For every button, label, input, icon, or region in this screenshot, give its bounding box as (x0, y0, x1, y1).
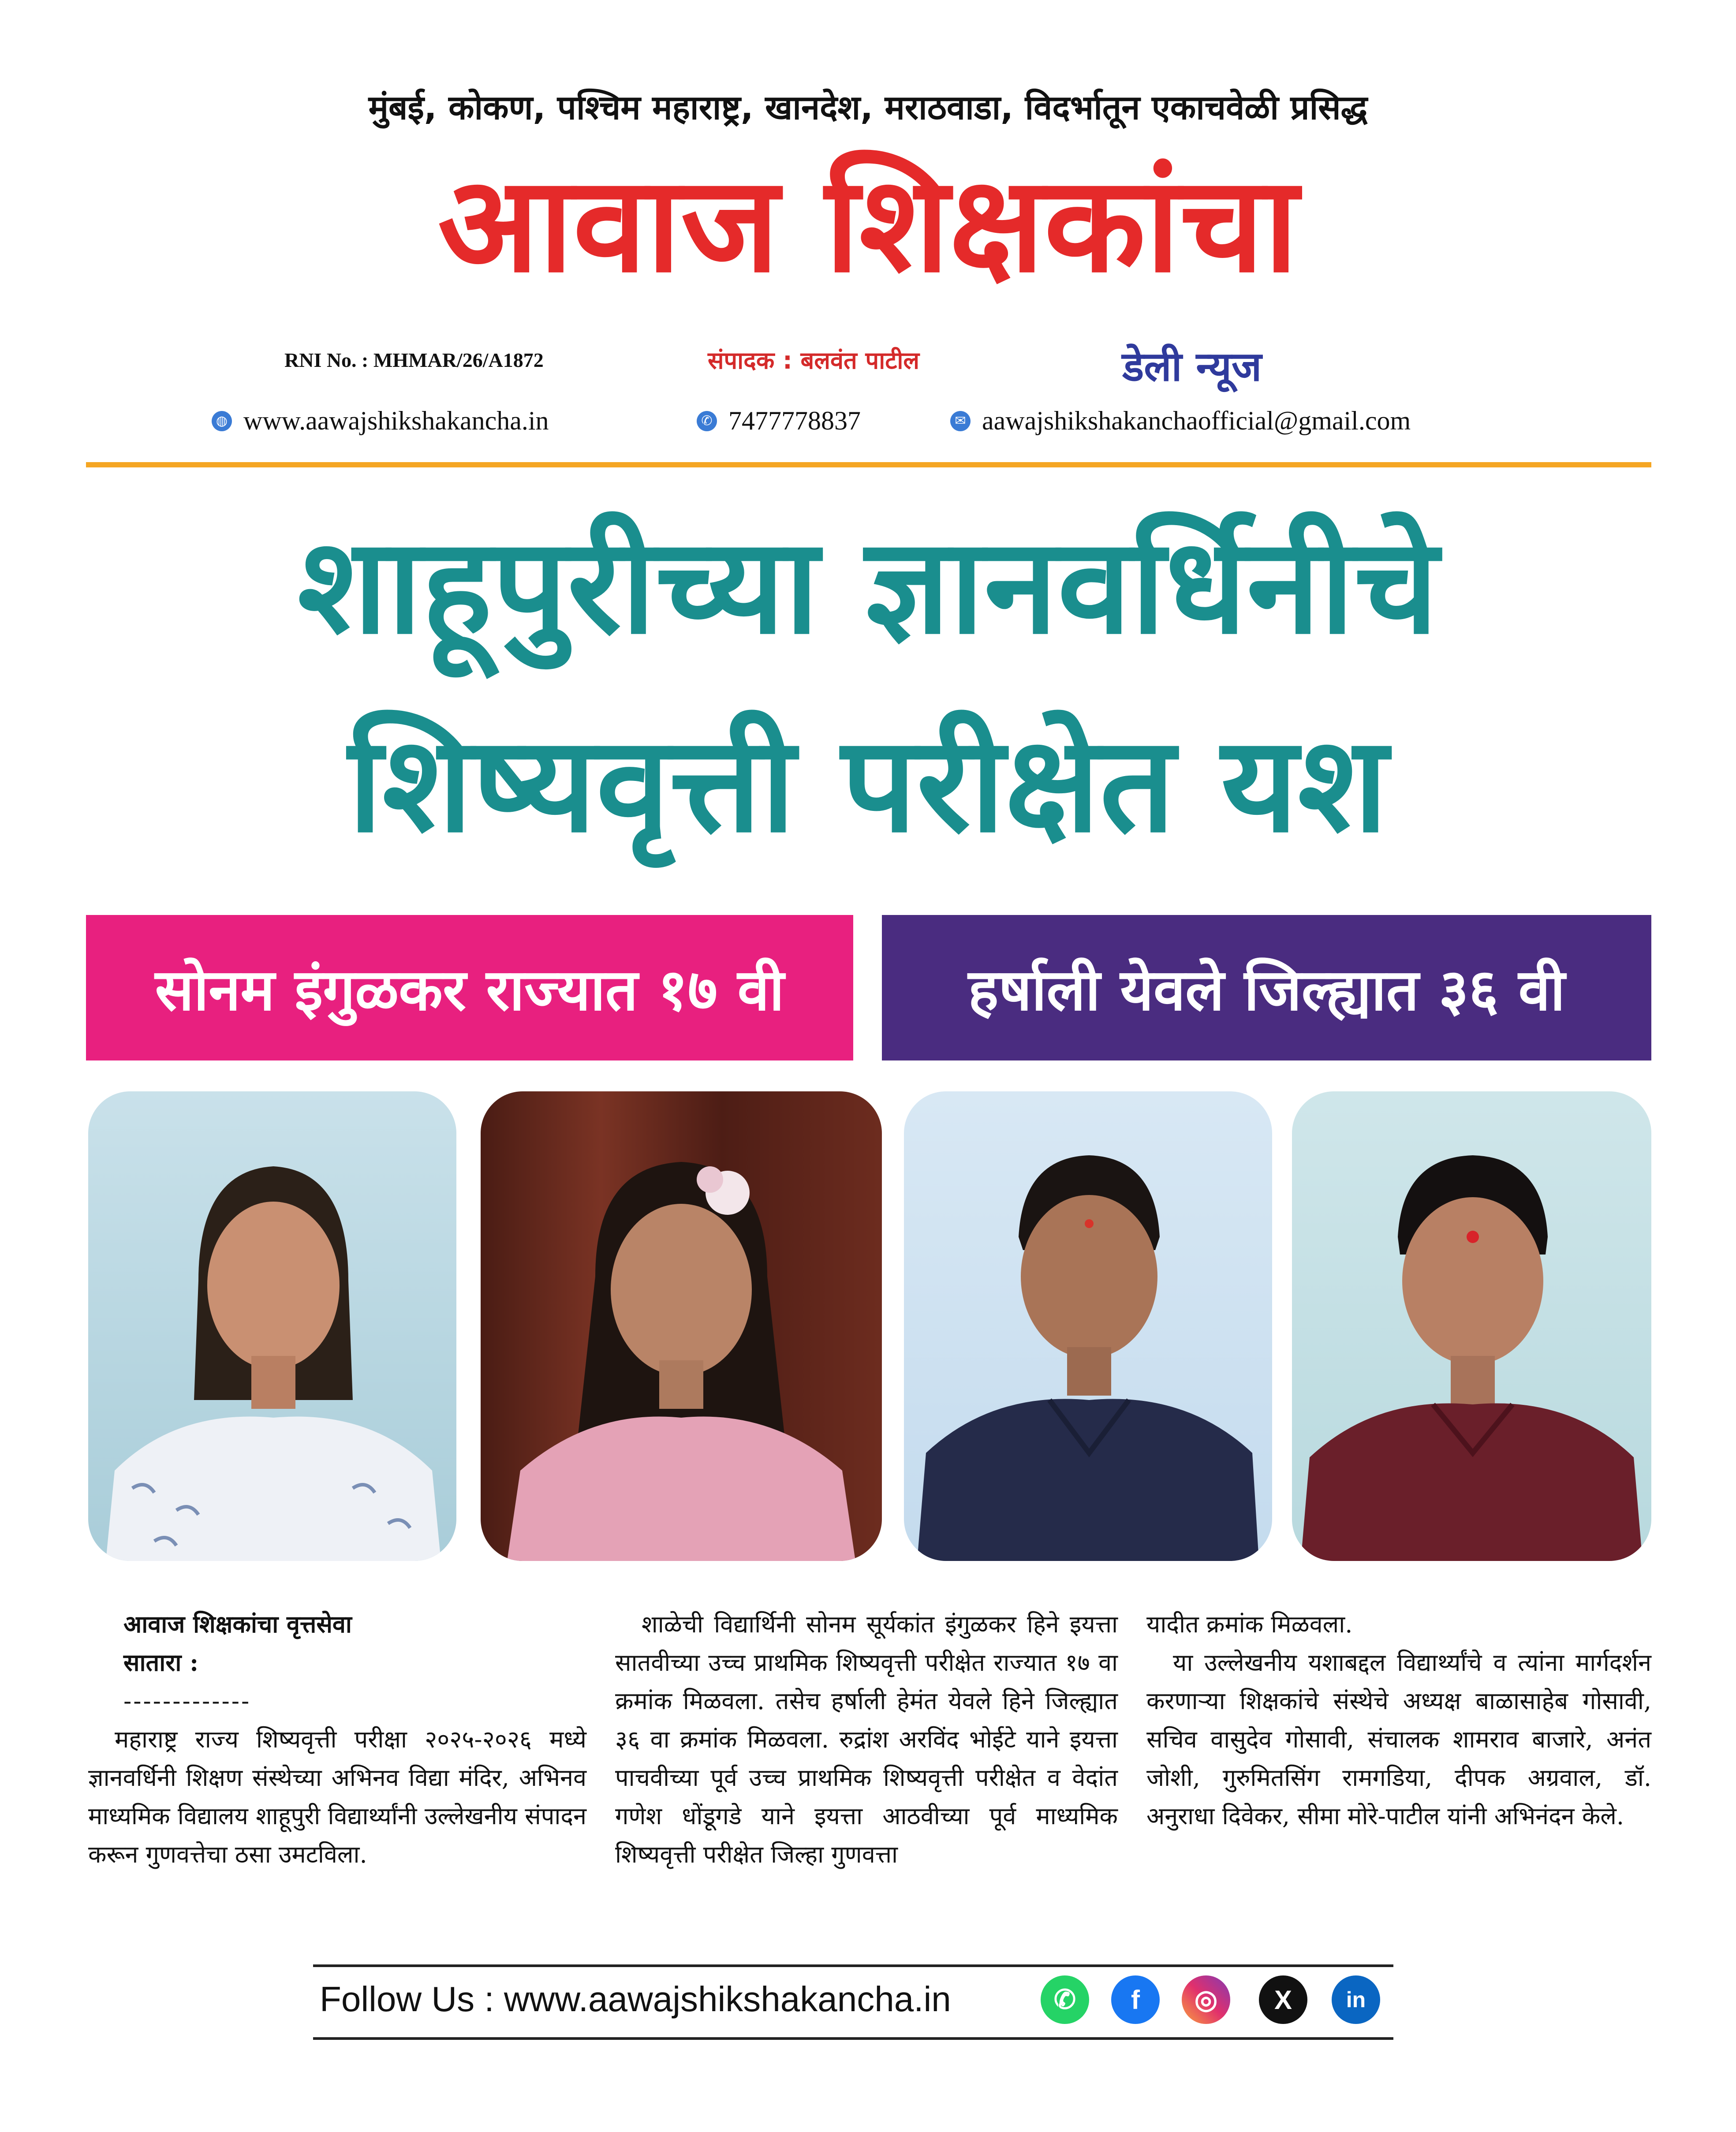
phone-text[interactable]: 7477778837 (728, 406, 861, 435)
contact-email[interactable] (950, 406, 1411, 436)
article-dateline: सातारा : (123, 1648, 199, 1676)
student-portrait-graphic (481, 1091, 882, 1561)
article-column-3 (1146, 1605, 1651, 1835)
globe-icon: ◍ (212, 411, 232, 431)
contact-phone[interactable] (697, 406, 861, 436)
phone-icon: ✆ (697, 411, 717, 431)
editor-credit: संपादक : बलवंत पाटील (708, 347, 920, 374)
banner-left-text: सोनम इंगुळकर राज्यात १७ वी (155, 956, 784, 1023)
student-portrait-graphic (904, 1091, 1272, 1561)
rni-number: RNI No. : MHMAR/26/A1872 (284, 349, 544, 371)
linkedin-icon[interactable]: in (1332, 1975, 1380, 2024)
article-dashes: ------------- (123, 1687, 251, 1715)
editions-line: मुंबई, कोकण, पश्चिम महाराष्ट्र, खानदेश, मराठवाडा, विदर्भातून एकाचवेळी प्रसिद्ध (368, 88, 1368, 127)
follow-us-text[interactable]: Follow Us : www.aawajshikshakancha.in (320, 1979, 951, 2019)
mail-icon: ✉ (950, 411, 971, 431)
article-paragraph-3b: या उल्लेखनीय यशाबद्दल विद्यार्थ्यांचे व त्यांना मार्गदर्शन करणाऱ्या शिक्षकांचे संस्थेचे अध्यक्ष बाळासाहेब गोसावी, सचिव वासुदेव गोसावी, संचालक शामराव बाजारे, अनंत जोशी, गुरुमितसिंग रामगडिया, दीपक अग्रवाल, डॉ. अनुराधा दिवेकर, सीमा मोरे-पाटील यांनी अभिनंदन केले. (1146, 1649, 1651, 1830)
headline-line-1: शाहूपुरीच्या ज्ञानवर्धिनीचे (298, 509, 1438, 663)
headline-line-2: शिष्यवृत्ती परीक्षेत यश (348, 708, 1388, 862)
contact-website[interactable] (212, 406, 549, 436)
website-text[interactable]: www.aawajshikshakancha.in (243, 406, 549, 435)
masthead-title: आवाज शिक्षकांचा (437, 148, 1299, 302)
x-icon[interactable]: X (1259, 1975, 1307, 2024)
banner-right-text: हर्षाली येवले जिल्ह्यात ३६ वी (968, 956, 1565, 1023)
header-divider (86, 462, 1651, 467)
student-photo-4 (1292, 1091, 1651, 1561)
article-paragraph-3a: यादीत क्रमांक मिळवला. (1146, 1610, 1353, 1638)
footer-top-rule (313, 1964, 1393, 1967)
article-column-2: शाळेची विद्यार्थिनी सोनम सूर्यकांत इंगुळकर हिने इयत्ता सातवीच्या उच्च प्राथमिक शिष्यवृत्ती परीक्षेत राज्यात १७ वा क्रमांक मिळवला. तसेच हर्षाली हेमंत येवले हिने जिल्ह्यात ३६ वा क्रमांक मिळवला. रुद्रांश अरविंद भोईटे याने इयत्ता पाचवीच्या पूर्व उच्च प्राथमिक शिष्यवृत्ती परीक्षेत व वेदांत गणेश धोंडूगडे याने इयत्ता आठवीच्या पूर्व माध्यमिक शिष्यवृत्ती परीक्षेत जिल्हा गुणवत्ता (615, 1610, 1118, 1868)
daily-news-tag: डेली न्यूज (1122, 343, 1262, 390)
article-paragraph-1: महाराष्ट्र राज्य शिष्यवृत्ती परीक्षा २०२५-२०२६ मध्ये ज्ञानवर्धिनी शिक्षण संस्थेच्या अभिनव विद्या मंदिर, अभिनव माध्यमिक विद्यालय शाहूपुरी विद्यार्थ्यांनी उल्लेखनीय संपादन करून गुणवत्तेचा ठसा उमटविला. (88, 1725, 586, 1868)
facebook-icon[interactable]: f (1111, 1975, 1160, 2024)
article-column-1 (88, 1605, 586, 1874)
subheading-banner-left (86, 915, 853, 1060)
student-photo-3 (904, 1091, 1272, 1561)
student-photo-1 (88, 1091, 456, 1561)
student-portrait-graphic (88, 1091, 456, 1561)
footer-bottom-rule (313, 2037, 1393, 2040)
email-text[interactable]: aawajshikshakanchaofficial@gmail.com (982, 406, 1411, 435)
whatsapp-icon[interactable]: ✆ (1041, 1975, 1089, 2024)
student-portrait-graphic (1292, 1091, 1651, 1561)
subheading-banner-right (882, 915, 1651, 1060)
article-byline: आवाज शिक्षकांचा वृत्तसेवा (123, 1610, 352, 1638)
instagram-icon[interactable]: ◎ (1182, 1975, 1230, 2024)
student-photo-2 (481, 1091, 882, 1561)
